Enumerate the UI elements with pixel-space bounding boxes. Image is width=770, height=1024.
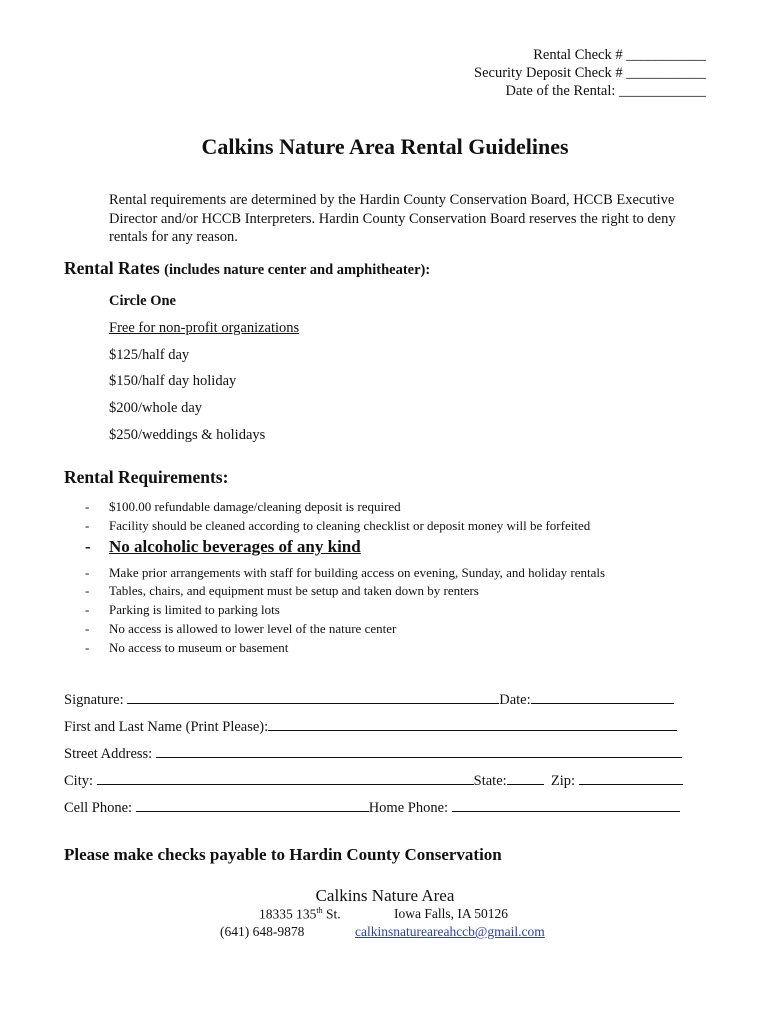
street-field[interactable] bbox=[156, 743, 682, 758]
home-field[interactable] bbox=[452, 797, 680, 812]
street-suffix: St. bbox=[322, 906, 341, 922]
requirement-text: Parking is limited to parking lots bbox=[109, 602, 280, 617]
rate-option-half-day[interactable]: $125/half day bbox=[109, 347, 190, 363]
rental-rates-subtitle: (includes nature center and amphitheater): bbox=[164, 262, 431, 278]
requirement-item-alcohol: - No alcoholic beverages of any kind bbox=[85, 537, 361, 556]
state-label: State: bbox=[473, 773, 507, 789]
home-label: Home Phone: bbox=[368, 800, 449, 816]
requirement-item: - Facility should be cleaned according to cleaning checklist or deposit money will be forfeited bbox=[85, 518, 591, 533]
requirement-text: Tables, chairs, and equipment must be setup and taken down by renters bbox=[109, 583, 479, 598]
requirement-item: - Make prior arrangements with staff for building access on evening, Sunday, and holiday rentals bbox=[85, 565, 606, 580]
org-name: Calkins Nature Area bbox=[315, 886, 455, 905]
city-state-zip: Iowa Falls, IA 50126 bbox=[394, 906, 508, 921]
payable-note: Please make checks payable to Hardin County Conservation bbox=[64, 845, 502, 864]
requirement-text: No access is allowed to lower level of the nature center bbox=[109, 621, 397, 636]
name-label: First and Last Name (Print Please): bbox=[64, 719, 269, 735]
rental-rates-heading bbox=[64, 258, 430, 279]
phone-row bbox=[64, 797, 680, 817]
requirement-item: - $100.00 refundable damage/cleaning deposit is required bbox=[85, 499, 401, 514]
name-row bbox=[64, 716, 677, 736]
rate-option-weddings[interactable]: $250/weddings & holidays bbox=[109, 427, 266, 443]
rental-check-line: Rental Check # ___________ bbox=[533, 47, 706, 63]
requirement-text: Make prior arrangements with staff for building access on evening, Sunday, and holiday rentals bbox=[109, 565, 606, 580]
circle-one-label: Circle One bbox=[109, 293, 176, 309]
date-label: Date: bbox=[499, 692, 531, 708]
rental-rates-title: Rental Rates bbox=[64, 258, 160, 278]
rental-date-line: Date of the Rental: ____________ bbox=[505, 83, 706, 99]
signature-label: Signature: bbox=[64, 692, 124, 708]
name-field[interactable] bbox=[268, 716, 677, 731]
signature-row bbox=[64, 689, 674, 709]
deposit-check-line: Security Deposit Check # ___________ bbox=[474, 65, 706, 81]
zip-field[interactable] bbox=[579, 770, 683, 785]
street-row bbox=[64, 743, 682, 763]
city-label: City: bbox=[64, 773, 94, 789]
street-label: Street Address: bbox=[64, 746, 153, 762]
phone-number: (641) 648-9878 bbox=[220, 924, 305, 939]
city-field[interactable] bbox=[97, 770, 474, 785]
street-ordinal: th bbox=[316, 906, 323, 915]
requirement-text: $100.00 refundable damage/cleaning deposit is required bbox=[109, 499, 401, 514]
page-title: Calkins Nature Area Rental Guidelines bbox=[201, 134, 569, 159]
email-link[interactable]: calkinsnatureareahccb@gmail.com bbox=[355, 924, 545, 939]
requirement-text: Facility should be cleaned according to cleaning checklist or deposit money will be forfeited bbox=[109, 518, 591, 533]
street-number: 18335 135 bbox=[259, 906, 317, 922]
cell-field[interactable] bbox=[136, 797, 369, 812]
date-field[interactable] bbox=[531, 689, 674, 704]
requirement-item: - Parking is limited to parking lots bbox=[85, 602, 280, 617]
requirement-item: - No access to museum or basement bbox=[85, 640, 289, 655]
rental-requirements-heading: Rental Requirements: bbox=[64, 467, 229, 487]
signature-field[interactable] bbox=[127, 689, 499, 704]
rate-option-half-day-holiday[interactable]: $150/half day holiday bbox=[109, 373, 237, 389]
header-checks bbox=[474, 46, 706, 100]
rate-option-whole-day[interactable]: $200/whole day bbox=[109, 400, 203, 416]
state-field[interactable] bbox=[507, 770, 544, 785]
requirement-item: - Tables, chairs, and equipment must be setup and taken down by renters bbox=[85, 583, 479, 598]
rate-option-free[interactable]: Free for non-profit organizations bbox=[109, 320, 300, 336]
street-address bbox=[259, 906, 341, 923]
requirement-text: No access to museum or basement bbox=[109, 640, 289, 655]
cell-label: Cell Phone: bbox=[64, 800, 133, 816]
intro-paragraph: Rental requirements are determined by the Hardin County Conservation Board, HCCB Executive Director and/or HCCB Interpreters. Hardin County Conservation Board reserves the right to deny rentals for any reason. bbox=[109, 192, 676, 245]
requirement-item: - No access is allowed to lower level of the nature center bbox=[85, 621, 397, 636]
zip-label: Zip: bbox=[550, 773, 576, 789]
city-row bbox=[64, 770, 683, 790]
requirement-text: No alcoholic beverages of any kind bbox=[109, 537, 361, 556]
